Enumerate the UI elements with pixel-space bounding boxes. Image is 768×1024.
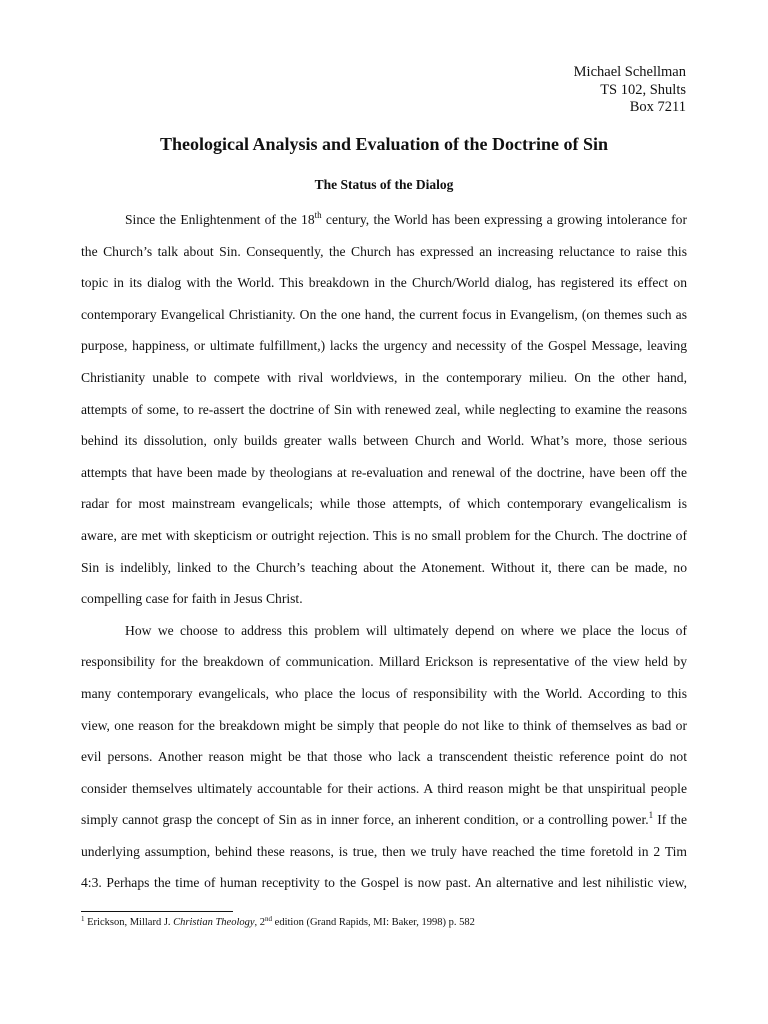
text-line: contemporary Evangelical Christianity. On the one hand, the current focus in Evangelism, (on themes such as xyxy=(81,306,687,322)
text-line: many contemporary evangelicals, who place the locus of responsibility with the World. According to this xyxy=(81,685,687,701)
author-header xyxy=(574,64,686,117)
text-line: the Church’s talk about Sin. Consequently, the Church has expressed an increasing reluctance to raise this xyxy=(81,243,687,259)
text-line: 4:3. Perhaps the time of human receptivity to the Gospel is now past. An alternative and lest nihilistic view, xyxy=(81,875,687,891)
footnote-divider xyxy=(81,911,233,912)
text-line: topic in its dialog with the World. This breakdown in the Church/World dialog, has registered its effect on xyxy=(81,275,687,291)
footnote-marker: 1 xyxy=(81,915,85,923)
text-line: view, one reason for the breakdown might be simply that people do not like to think of themselves as bad or xyxy=(81,717,687,733)
superscript: th xyxy=(314,210,322,220)
text-line: aware, are met with skepticism or outright rejection. This is no small problem for the Church. The doctrine of xyxy=(81,527,687,543)
course-info: TS 102, Shults xyxy=(600,81,686,98)
footnote: $^1$ Erickson, Millard J. Christian Theology, 2nd edition (Grand Rapids, MI: Baker, 1998) p. 582 xyxy=(81,915,475,928)
text-line: Sin is indelibly, linked to the Church’s teaching about the Atonement. Without it, there can be made, no xyxy=(81,559,687,575)
author-name: Michael Schellman xyxy=(573,64,686,80)
text-line: responsibility for the breakdown of communication. Millard Erickson is representative of the view held by xyxy=(81,654,687,670)
text-line: How we choose to address this problem will ultimately depend on where we place the locus of xyxy=(125,622,687,638)
text-line: evil persons. Another reason might be that those who lack a transcendent theistic reference point do not xyxy=(81,749,687,765)
box-number: Box 7211 xyxy=(629,99,686,115)
text-line: behind its dissolution, only builds greater walls between Church and World. What’s more, those serious xyxy=(81,433,687,449)
body-text xyxy=(81,204,687,899)
text-line: compelling case for faith in Jesus Christ. xyxy=(81,591,303,607)
section-heading: The Status of the Dialog xyxy=(314,177,454,192)
footnote-reference[interactable]: 1 xyxy=(648,810,654,821)
text-line: attempts that have been made by theologians at re-evaluation and renewal of the doctrine, have been off the xyxy=(81,464,687,480)
text-line: attempts of some, to re-assert the doctrine of Sin with renewed zeal, while neglecting to examine the reasons xyxy=(81,401,687,417)
text-line: consider themselves ultimately accountable for their actions. A third reason might be that unspiritual people xyxy=(81,780,687,796)
text-line: radar for most mainstream evangelicals; while those attempts, of which contemporary evangelicalism is xyxy=(81,496,687,512)
text-line: simply cannot grasp the concept of Sin as in inner force, an inherent condition, or a controlling power.$^1$ If the xyxy=(81,810,687,828)
book-title: Christian Theology xyxy=(173,917,255,928)
text-line: Christianity unable to compete with rival worldviews, in the contemporary milieu. On the other hand, xyxy=(81,369,687,385)
text-line: Since the Enlightenment of the 18th century, the World has been expressing a growing intolerance for xyxy=(125,210,687,227)
paragraph-1 xyxy=(81,204,687,615)
paragraph-2 xyxy=(81,615,687,899)
text-line: underlying assumption, behind these reasons, is true, then we truly have reached the time foretold in 2 Tim xyxy=(81,843,687,859)
document-title: Theological Analysis and Evaluation of the Doctrine of Sin xyxy=(159,134,609,154)
text-line: purpose, happiness, or ultimate fulfillment,) lacks the urgency and necessity of the Gospel Message, leaving xyxy=(81,338,687,354)
